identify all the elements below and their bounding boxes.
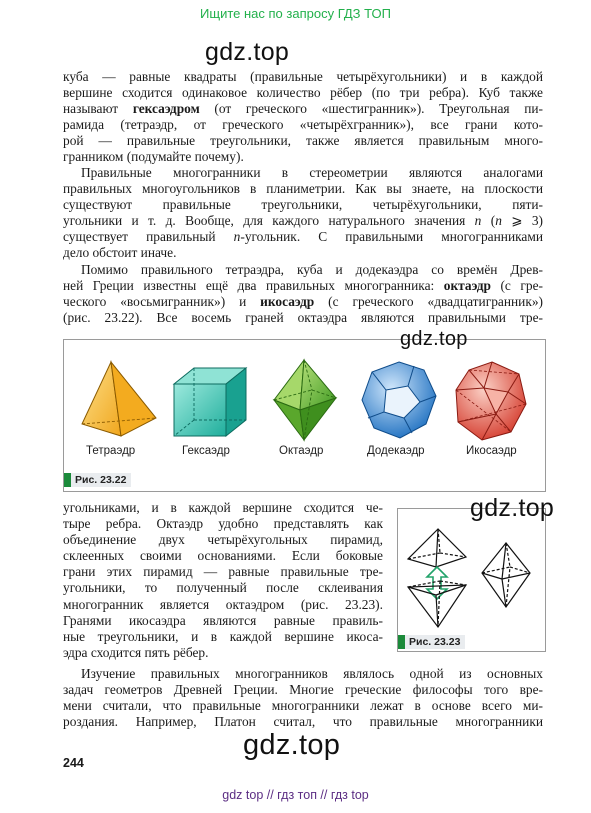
figure-caption: Рис. 23.22 xyxy=(64,473,131,487)
text-line: существуют правильные треугольники, четырёхугольники, пяти- xyxy=(63,197,543,213)
icosahedron-icon xyxy=(456,362,526,440)
text-line: объединение двух четырёхугольных пирамид, xyxy=(63,532,383,548)
label-hexahedron: Гексаэдр xyxy=(182,445,230,457)
caption-marker xyxy=(64,473,71,487)
text-line: задач геометров Древней Греции. Многие греческие философы того вре- xyxy=(63,682,543,698)
text-line: грани этих пирамид — равные правильные тре- xyxy=(63,564,383,580)
text-line: угольники, то полученный после склеивания xyxy=(63,580,383,596)
text-line: склеенных своими основаниями. Если боковые xyxy=(63,548,383,564)
watermark: gdz.top xyxy=(243,729,341,761)
octahedron-assembly-illustration xyxy=(398,509,547,653)
paragraph-2 xyxy=(63,165,543,262)
top-banner[interactable]: Ищите нас по запросу ГДЗ ТОП xyxy=(200,6,391,21)
label-tetrahedron: Тетраэдр xyxy=(86,445,136,457)
term-octahedron: октаэдр xyxy=(443,278,491,294)
paragraph-3 xyxy=(63,262,543,326)
text-line: рамида (тетраэдр, от греческого «четырёхгранник»), все грани кото- xyxy=(63,117,543,133)
upper-pyramid-icon xyxy=(408,529,466,567)
text-line: ческого «восьмигранник») и икосаэдр (с греческого «двадцатигранник») xyxy=(63,294,543,310)
text-line: Гранями икосаэдра являются равные правиль- xyxy=(63,612,383,628)
dodecahedron-icon xyxy=(362,362,436,438)
page-number: 244 xyxy=(63,756,84,770)
caption-marker xyxy=(398,635,405,649)
text-line: куба — равные квадраты (правильные четырёхугольники) и в каждой xyxy=(63,69,543,84)
label-octahedron: Октаэдр xyxy=(279,445,324,457)
term-hexahedron: гексаэдром xyxy=(132,101,200,117)
figure-caption: Рис. 23.23 xyxy=(398,635,465,649)
text-line: правильных многоугольников в планиметрии. Как вы знаете, на плоскости xyxy=(63,181,543,197)
watermark: gdz.top xyxy=(205,38,290,66)
text-line: гранником (подумайте почему). xyxy=(63,149,244,165)
label-icosahedron: Икосаэдр xyxy=(466,445,517,457)
paragraph-narrow xyxy=(63,500,383,661)
text-line: рой — правильные треугольники, также является правильным много- xyxy=(63,133,543,149)
watermark: gdz.top xyxy=(470,494,555,522)
label-dodecahedron: Додекаэдр xyxy=(367,445,425,457)
paragraph-4 xyxy=(63,666,543,730)
text-line: вершине сходится одинаковое количество рёбер (по три ребра). Куб также xyxy=(63,85,543,101)
cube-icon xyxy=(174,368,246,436)
text-line: угольниками, и в каждой вершине сходится че- xyxy=(63,500,383,515)
text-line: Помимо правильного тетраэдра, куба и додекаэдра со времён Древ- xyxy=(81,262,543,277)
text-line: существует правильный n-угольник. С правильными многогранниками xyxy=(63,229,543,245)
text-line: многогранник является октаэдром (рис. 23.23). xyxy=(63,596,383,612)
text-line: Изучение правильных многогранников являлось одной из основных xyxy=(81,666,543,681)
term-icosahedron: икосаэдр xyxy=(260,294,315,310)
text-line: эдра сходится пять рёбер. xyxy=(63,644,209,660)
paragraph-1 xyxy=(63,69,543,166)
tetrahedron-icon xyxy=(82,362,156,436)
text-line: роздания. Например, Платон считал, что правильные многогранники xyxy=(63,714,543,730)
watermark: gdz.top xyxy=(400,328,468,350)
text-line: мени считали, что правильные многогранники лежат в основе всего ми- xyxy=(63,698,543,714)
figure-23-22 xyxy=(63,339,546,492)
text-line: (рис. 23.22). Все восемь граней октаэдра являются правильными тре- xyxy=(63,310,543,326)
octahedron-icon xyxy=(274,360,336,440)
text-line: называют гексаэдром (от греческого «шестигранник»). Треугольная пи- xyxy=(63,101,543,117)
text-line: ней Греции известны ещё два правильных многогранника: октаэдр (с гре- xyxy=(63,278,543,294)
text-line: Правильные многогранники в стереометрии являются аналогами xyxy=(81,165,543,180)
text-line: ные треугольники, и в каждой вершине икоса- xyxy=(63,628,383,644)
footer-links[interactable]: gdz top // гдз топ // гдз top xyxy=(222,788,369,802)
polyhedra-illustration xyxy=(64,340,547,493)
text-line: тыре ребра. Октаэдр удобно представлять как xyxy=(63,516,383,532)
octahedron-outline-icon xyxy=(482,543,530,607)
text-line: угольники и т. д. Вообще, для каждого натурального значения n (n ⩾ 3) xyxy=(63,213,543,229)
text-line: дело обстоит иначе. xyxy=(63,245,177,261)
figure-23-23 xyxy=(397,508,546,652)
